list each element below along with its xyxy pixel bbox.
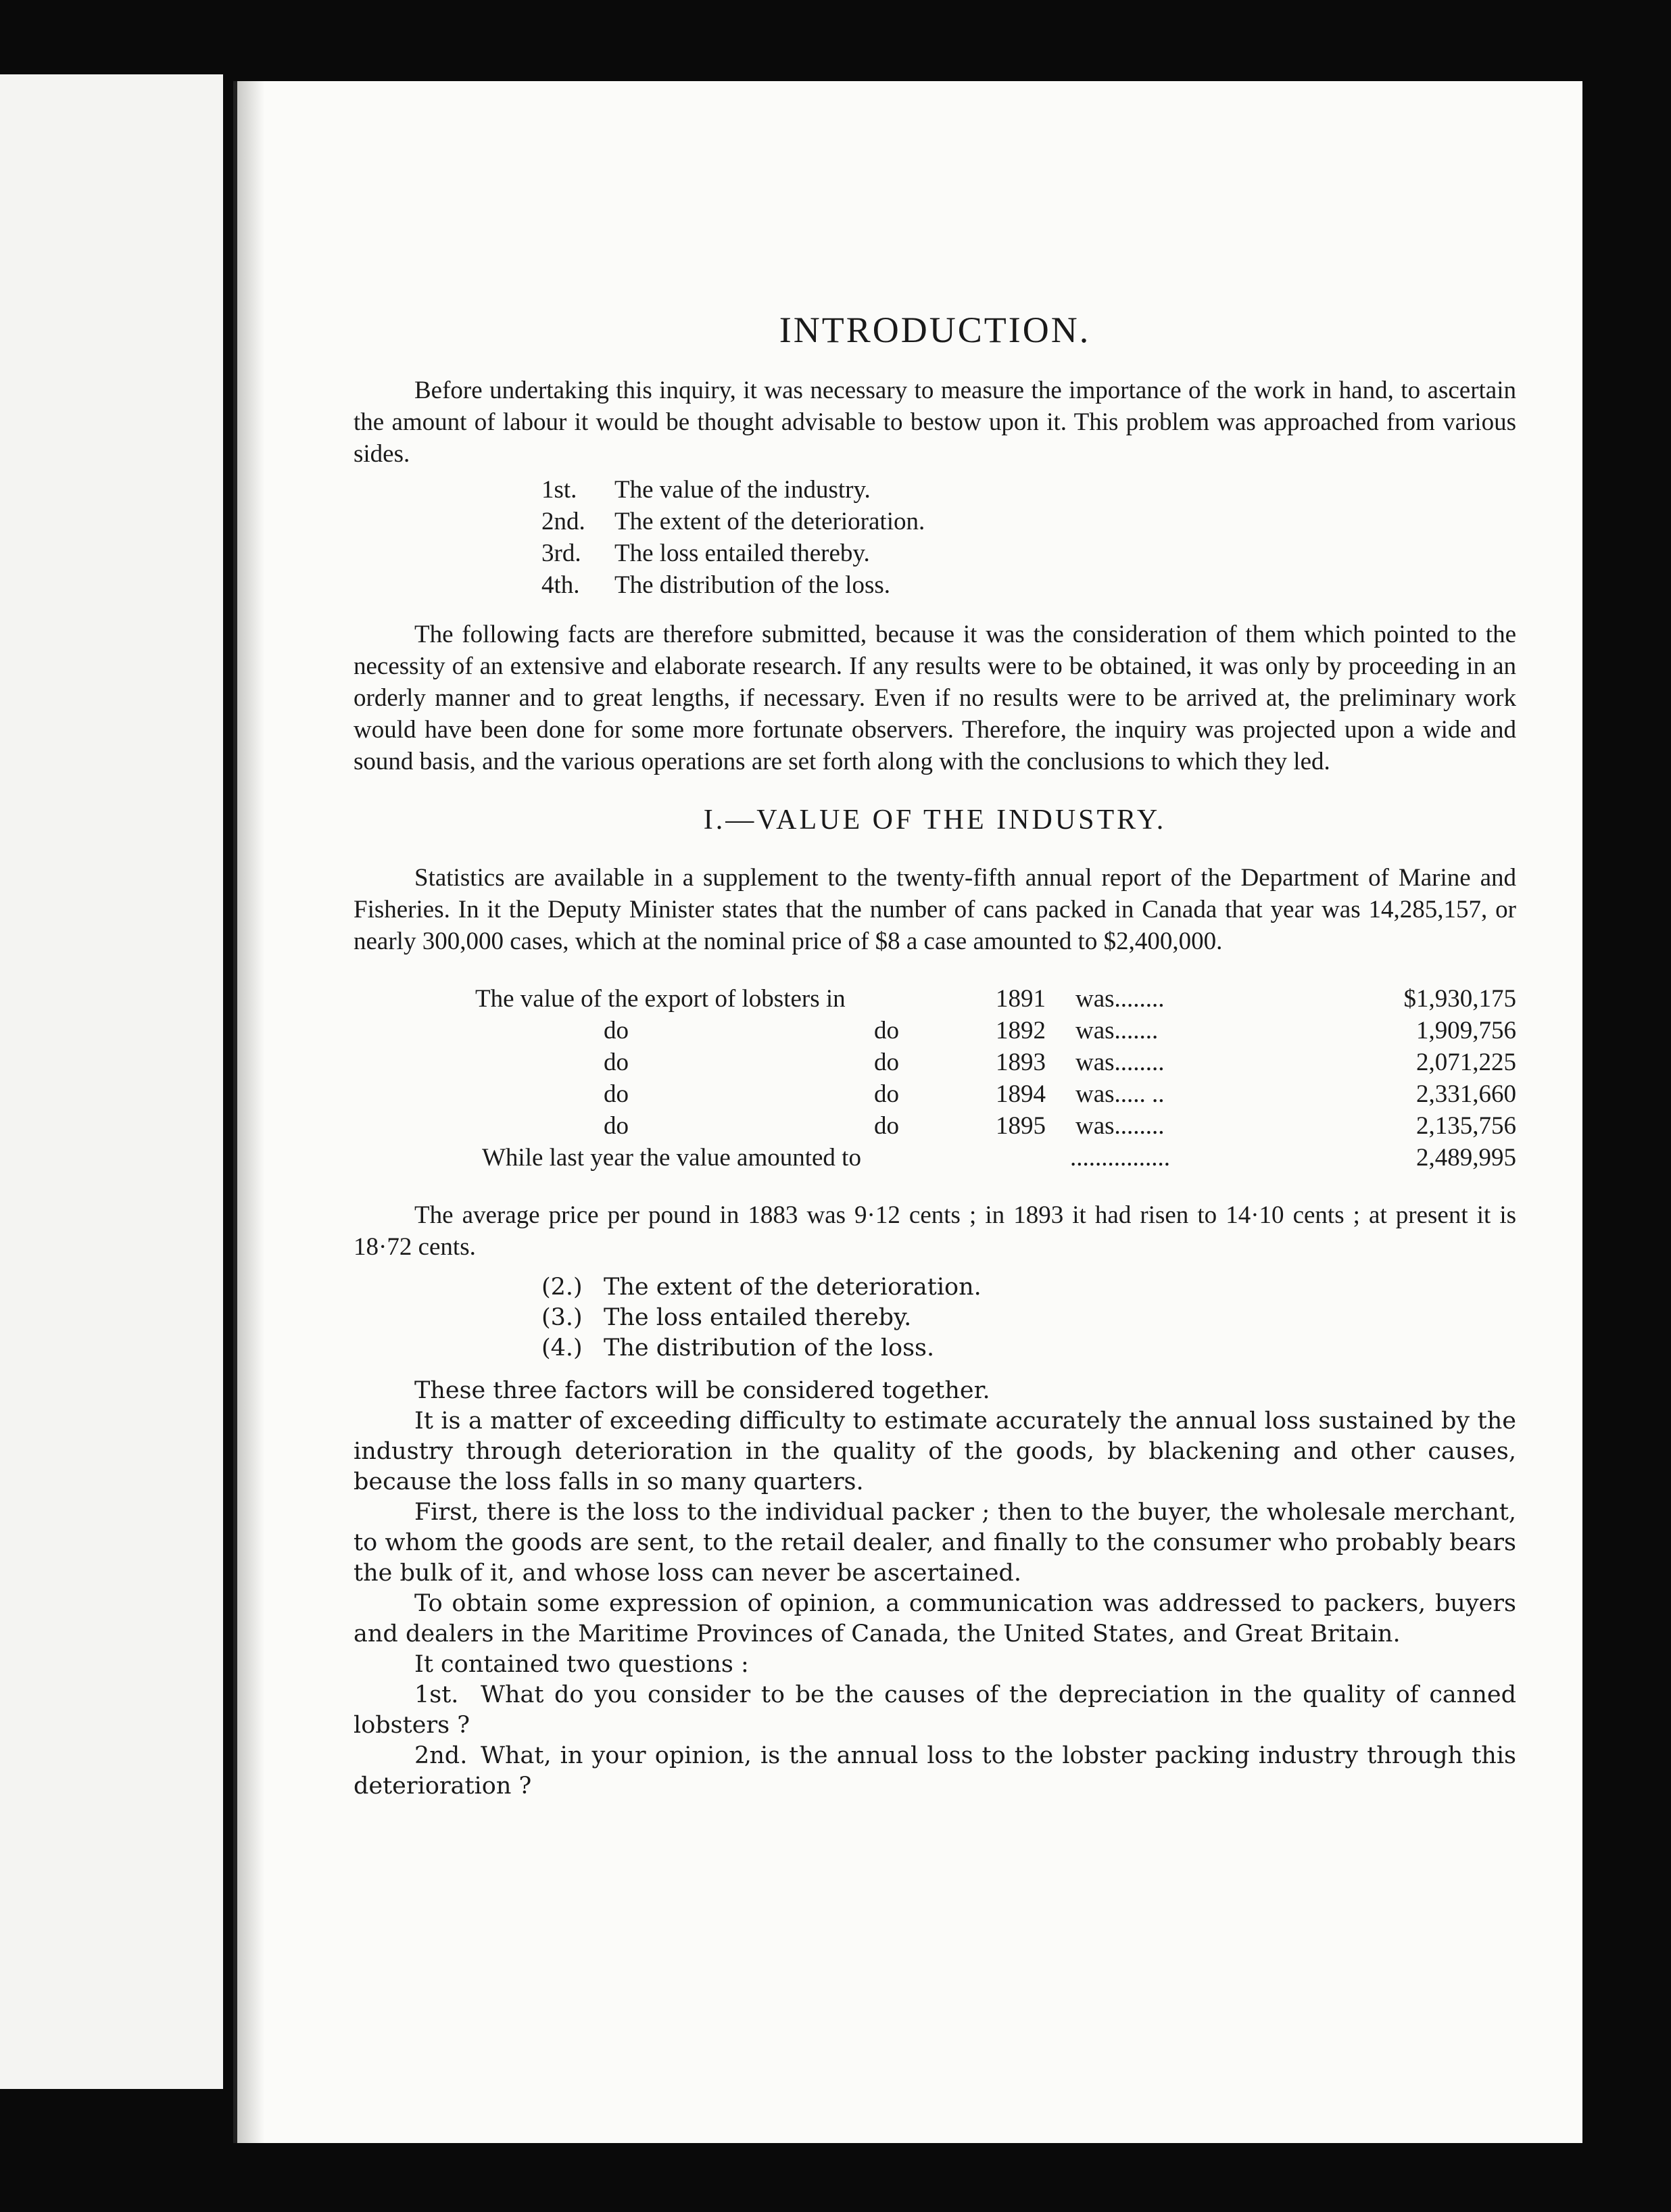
- ditto-cell: do: [604, 1112, 629, 1140]
- table-row: [354, 1078, 1516, 1110]
- list-item-number: 3rd.: [541, 539, 581, 567]
- list-item-text: The distribution of the loss.: [614, 571, 890, 599]
- ditto-cell: do: [604, 1080, 629, 1108]
- question-number: 1st.: [414, 1681, 459, 1708]
- ditto-cell: do: [604, 1017, 629, 1044]
- facing-page-edge: [0, 74, 223, 2089]
- ditto-cell: do: [874, 1017, 899, 1044]
- list-item-text: The distribution of the loss.: [604, 1335, 935, 1362]
- table-row: [354, 1110, 1516, 1142]
- question-text: What do you consider to be the causes of the depreciation in the quality of canned lobsters ?: [354, 1681, 1516, 1739]
- leader-dots: ................: [1070, 1144, 1170, 1172]
- topics-list: [541, 474, 1516, 601]
- table-row: [354, 983, 1516, 1015]
- difficulty-paragraph: It is a matter of exceeding difficulty to estimate accurately the annual loss sustained by the industry through deterioration in the quality of the goods, by blackening and other causes, because the loss falls in so many quarters.: [354, 1408, 1516, 1495]
- table-row: [354, 1047, 1516, 1078]
- was-cell: was........: [1075, 1049, 1165, 1076]
- opinion-paragraph: To obtain some expression of opinion, a communication was addressed to packers, buyers and dealers in the Maritime Provinces of Canada, the United States, and Great Britain.: [354, 1590, 1516, 1648]
- question-number: 2nd.: [414, 1742, 468, 1769]
- ditto-cell: do: [874, 1080, 899, 1108]
- question-text: What, in your opinion, is the annual loss to the lobster packing industry through this deterioration ?: [354, 1742, 1516, 1800]
- list-item: [541, 537, 1516, 569]
- list-item: [541, 1303, 1516, 1333]
- year-cell: 1895: [996, 1112, 1046, 1140]
- year-cell: 1892: [996, 1017, 1046, 1044]
- page-title: INTRODUCTION.: [779, 310, 1091, 350]
- list-item-number: 4th.: [541, 571, 580, 599]
- last-year-text: While last year the value amounted to: [482, 1144, 861, 1172]
- list-item-number: (2.): [541, 1274, 583, 1301]
- question-item: [354, 1680, 1516, 1741]
- page-content: [354, 310, 1516, 1802]
- list-item-text: The value of the industry.: [614, 476, 871, 504]
- amount-cell: 1,909,756: [1416, 1017, 1516, 1044]
- list-item-text: The extent of the deterioration.: [614, 508, 925, 535]
- ditto-cell: do: [874, 1112, 899, 1140]
- table-row: [354, 1015, 1516, 1047]
- was-cell: was........: [1075, 1112, 1165, 1140]
- average-price-paragraph: The average price per pound in 1883 was 9·12 cents ; in 1893 it had risen to 14·10 cents ; at present it is 18·72 cents.: [354, 1201, 1516, 1261]
- factors-note: These three factors will be considered together.: [414, 1377, 990, 1404]
- question-item: [354, 1741, 1516, 1802]
- was-cell: was.......: [1075, 1017, 1159, 1044]
- list-item-text: The extent of the deterioration.: [604, 1274, 982, 1301]
- statistics-paragraph: Statistics are available in a supplement to the twenty-fifth annual report of the Department of Marine and Fisheries. In it the Deputy Minister states that the number of cans packed in Canada that year was 14,285,157, or nearly 300,000 cases, which at the nominal price of $8 a case amounted to $2,400,000.: [354, 864, 1516, 955]
- was-cell: was........: [1075, 985, 1165, 1013]
- amount-cell: 2,489,995: [1416, 1144, 1516, 1172]
- ditto-cell: do: [874, 1049, 899, 1076]
- list-item: [541, 474, 1516, 506]
- questions-intro: It contained two questions :: [414, 1651, 749, 1678]
- year-cell: 1893: [996, 1049, 1046, 1076]
- export-lead-text: The value of the export of lobsters in: [475, 985, 846, 1013]
- section-heading: I.—VALUE OF THE INDUSTRY.: [703, 804, 1167, 836]
- factors-list: [541, 1272, 1516, 1364]
- list-item-text: The loss entailed thereby.: [604, 1304, 912, 1331]
- list-item: [541, 1333, 1516, 1364]
- year-cell: 1891: [996, 985, 1046, 1013]
- year-cell: 1894: [996, 1080, 1046, 1108]
- amount-cell: 2,071,225: [1416, 1049, 1516, 1076]
- export-values-table: [354, 983, 1516, 1174]
- list-item: [541, 1272, 1516, 1303]
- list-item-number: 2nd.: [541, 508, 585, 535]
- list-item-text: The loss entailed thereby.: [614, 539, 870, 567]
- amount-cell: 2,331,660: [1416, 1080, 1516, 1108]
- facts-paragraph: The following facts are therefore submitted, because it was the consideration of them which pointed to the necessity of an extensive and elaborate research. If any results were to be obtained, it was only by proceeding in an orderly manner and to great lengths, if necessary. Even if no results were to be arrived at, the preliminary work would have been done for some more fortunate observers. Therefore, the inquiry was projected upon a wide and sound basis, and the various operations are set forth along with the conclusions to which they led.: [354, 621, 1516, 775]
- table-row: [354, 1142, 1516, 1174]
- list-item: [541, 506, 1516, 537]
- list-item: [541, 569, 1516, 601]
- intro-paragraph: Before undertaking this inquiry, it was necessary to measure the importance of the work in hand, to ascertain the amount of labour it would be thought advisable to bestow upon it. This problem was approached from various sides.: [354, 377, 1516, 468]
- ditto-cell: do: [604, 1049, 629, 1076]
- first-loss-paragraph: First, there is the loss to the individual packer ; then to the buyer, the wholesale merchant, to whom the goods are sent, to the retail dealer, and finally to the consumer who probably bears the bulk of it, and whose loss can never be ascertained.: [354, 1499, 1516, 1587]
- deterioration-section: [354, 1376, 1516, 1802]
- amount-cell: 2,135,756: [1416, 1112, 1516, 1140]
- document-page: [233, 81, 1582, 2143]
- list-item-number: 1st.: [541, 476, 577, 504]
- list-item-number: (3.): [541, 1304, 583, 1331]
- list-item-number: (4.): [541, 1335, 583, 1362]
- was-cell: was..... ..: [1075, 1080, 1165, 1108]
- gutter-shadow: [237, 81, 264, 2143]
- amount-cell: $1,930,175: [1403, 985, 1516, 1013]
